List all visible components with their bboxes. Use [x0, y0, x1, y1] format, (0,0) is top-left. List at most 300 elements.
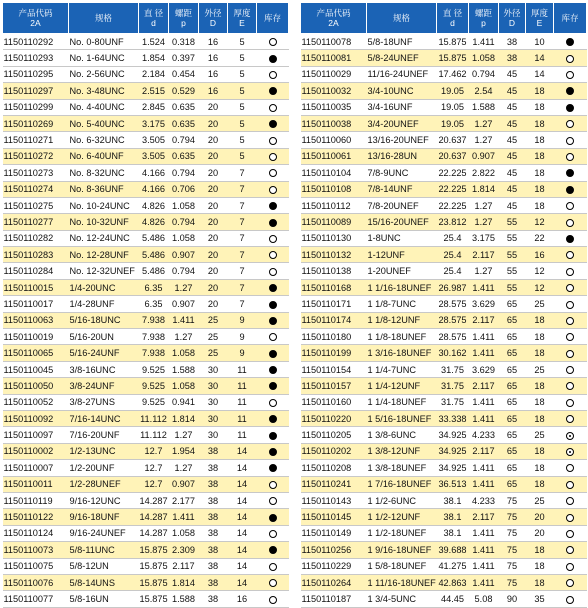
cell-stock [257, 361, 289, 377]
open-circle-icon [566, 71, 574, 79]
cell-thickness: 11 [228, 410, 257, 426]
cell-stock [257, 99, 289, 115]
cell-thickness: 18 [526, 181, 554, 197]
cell-product-code: 1150110264 [301, 574, 367, 590]
cell-diameter: 7.938 [139, 312, 169, 328]
open-circle-icon [566, 251, 574, 259]
cell-thickness: 35 [526, 591, 554, 607]
table-row [301, 66, 587, 82]
cell-thickness: 5 [228, 34, 257, 50]
cell-spec: No. 2-56UNC [69, 66, 139, 82]
cell-outer-diameter: 20 [199, 197, 228, 213]
cell-spec: 5/8-11UNC [69, 542, 139, 558]
cell-product-code: 1150110002 [3, 443, 69, 459]
open-circle-icon [269, 481, 277, 489]
cell-product-code: 1150110052 [3, 394, 69, 410]
cell-thickness: 18 [526, 165, 554, 181]
cell-pitch: 2.54 [469, 83, 499, 99]
table-row [301, 99, 587, 115]
cell-product-code: 1150110061 [301, 148, 367, 164]
col-product-code: 产品代码 2A [3, 3, 69, 34]
cell-product-code: 1150110076 [3, 574, 69, 590]
cell-spec: 5/8-14UNS [69, 574, 139, 590]
cell-stock [554, 509, 587, 525]
cell-stock [257, 312, 289, 328]
cell-product-code: 1150110065 [3, 345, 69, 361]
cell-diameter: 15.875 [139, 542, 169, 558]
cell-outer-diameter: 20 [199, 181, 228, 197]
cell-pitch: 1.058 [169, 197, 199, 213]
cell-thickness: 12 [526, 214, 554, 230]
cell-spec: No. 12-24UNC [69, 230, 139, 246]
cell-thickness: 14 [228, 443, 257, 459]
filled-circle-icon [269, 202, 277, 210]
cell-pitch: 0.794 [169, 165, 199, 181]
cell-pitch: 4.233 [469, 427, 499, 443]
cell-spec: 7/16-14UNC [69, 410, 139, 426]
cell-stock [554, 148, 587, 164]
cell-pitch: 1.954 [169, 443, 199, 459]
cell-product-code: 1150110160 [301, 394, 367, 410]
cell-product-code: 1150110081 [301, 50, 367, 66]
product-table-right [300, 2, 587, 608]
cell-stock [257, 542, 289, 558]
table-row [3, 410, 289, 426]
filled-circle-icon [566, 87, 574, 95]
cell-product-code: 1150110132 [301, 247, 367, 263]
cell-product-code: 1150110157 [301, 378, 367, 394]
cell-product-code: 1150110145 [301, 509, 367, 525]
cell-spec: 1 1/8-12UNF [367, 312, 437, 328]
cell-product-code: 1150110297 [3, 83, 69, 99]
cell-pitch: 1.411 [469, 34, 499, 50]
cell-thickness: 16 [228, 591, 257, 607]
cell-thickness: 5 [228, 148, 257, 164]
cell-pitch: 1.27 [469, 214, 499, 230]
cell-product-code: 1150110130 [301, 230, 367, 246]
cell-pitch: 0.907 [169, 296, 199, 312]
table-row [301, 345, 587, 361]
cell-thickness: 14 [228, 492, 257, 508]
cell-outer-diameter: 20 [199, 148, 228, 164]
table-row [301, 148, 587, 164]
cell-stock [257, 148, 289, 164]
table-row [3, 476, 289, 492]
cell-product-code: 1150110063 [3, 312, 69, 328]
cell-stock [257, 165, 289, 181]
open-circle-icon [269, 71, 277, 79]
cell-diameter: 3.505 [139, 148, 169, 164]
open-circle-icon [566, 415, 574, 423]
cell-outer-diameter: 65 [499, 394, 526, 410]
col-stock: 库存 [554, 3, 587, 34]
table-row [301, 132, 587, 148]
table-row [3, 279, 289, 295]
cell-stock [554, 378, 587, 394]
open-circle-icon [566, 530, 574, 538]
cell-outer-diameter: 75 [499, 574, 526, 590]
cell-diameter: 6.35 [139, 279, 169, 295]
cell-diameter: 2.845 [139, 99, 169, 115]
cell-spec: 1 3/16-18UNEF [367, 345, 437, 361]
cell-diameter: 20.637 [437, 148, 469, 164]
cell-spec: No. 8-36UNF [69, 181, 139, 197]
cell-product-code: 1150110124 [3, 525, 69, 541]
cell-thickness: 20 [526, 525, 554, 541]
cell-pitch: 1.27 [469, 132, 499, 148]
cell-spec: 5/8-18UNF [367, 34, 437, 50]
cell-outer-diameter: 25 [199, 345, 228, 361]
cell-thickness: 18 [526, 115, 554, 131]
cell-outer-diameter: 65 [499, 410, 526, 426]
cell-thickness: 7 [228, 263, 257, 279]
filled-circle-icon [269, 366, 277, 374]
cell-stock [554, 410, 587, 426]
cell-spec: 5/16-24UNF [69, 345, 139, 361]
cell-thickness: 18 [526, 460, 554, 476]
cell-product-code: 1150110174 [301, 312, 367, 328]
cell-diameter: 42.863 [437, 574, 469, 590]
cell-thickness: 9 [228, 312, 257, 328]
product-table-left [2, 2, 289, 608]
cell-diameter: 31.75 [437, 378, 469, 394]
filled-circle-icon [566, 235, 574, 243]
filled-circle-icon [269, 317, 277, 325]
filled-circle-icon [566, 186, 574, 194]
cell-diameter: 19.05 [437, 83, 469, 99]
cell-product-code: 1150110229 [301, 558, 367, 574]
cell-diameter: 12.7 [139, 443, 169, 459]
table-row [301, 165, 587, 181]
table-row [301, 591, 587, 607]
cell-spec: 1 1/8-7UNC [367, 296, 437, 312]
filled-circle-icon [269, 546, 277, 554]
cell-diameter: 34.925 [437, 427, 469, 443]
cell-thickness: 22 [526, 230, 554, 246]
cell-thickness: 25 [526, 296, 554, 312]
cell-spec: 1 1/2-6UNC [367, 492, 437, 508]
filled-circle-icon [566, 104, 574, 112]
cell-thickness: 5 [228, 50, 257, 66]
table-row [3, 181, 289, 197]
table-row [3, 574, 289, 590]
col-spec: 规格 [367, 3, 437, 34]
cell-outer-diameter: 45 [499, 148, 526, 164]
cell-product-code: 1150110138 [301, 263, 367, 279]
table-row [301, 181, 587, 197]
cell-thickness: 5 [228, 83, 257, 99]
cell-spec: 7/8-14UNF [367, 181, 437, 197]
cell-pitch: 0.907 [169, 476, 199, 492]
cell-pitch: 2.309 [169, 542, 199, 558]
cell-spec: 1 3/8-18UNEF [367, 460, 437, 476]
cell-spec: 3/8-27UNS [69, 394, 139, 410]
cell-diameter: 6.35 [139, 296, 169, 312]
cell-diameter: 12.7 [139, 460, 169, 476]
cell-thickness: 14 [228, 460, 257, 476]
cell-stock [257, 214, 289, 230]
cell-pitch: 0.635 [169, 115, 199, 131]
cell-diameter: 11.112 [139, 427, 169, 443]
cell-outer-diameter: 20 [199, 115, 228, 131]
cell-spec: 13/16-28UN [367, 148, 437, 164]
cell-stock [554, 165, 587, 181]
cell-spec: No. 5-40UNC [69, 115, 139, 131]
table-row [3, 34, 289, 50]
cell-outer-diameter: 38 [199, 591, 228, 607]
cell-outer-diameter: 45 [499, 66, 526, 82]
cell-stock [554, 443, 587, 459]
table-row [3, 230, 289, 246]
cell-spec: 7/8-20UNEF [367, 197, 437, 213]
cell-spec: 3/8-16UNC [69, 361, 139, 377]
cell-outer-diameter: 20 [199, 99, 228, 115]
cell-pitch: 2.177 [169, 492, 199, 508]
cell-spec: 1 5/16-18UNEF [367, 410, 437, 426]
cell-pitch: 3.175 [469, 230, 499, 246]
cell-pitch: 2.117 [469, 312, 499, 328]
cell-diameter: 14.287 [139, 492, 169, 508]
cell-diameter: 4.166 [139, 181, 169, 197]
cell-pitch: 0.397 [169, 50, 199, 66]
cell-spec: 3/8-24UNF [69, 378, 139, 394]
cell-thickness: 18 [526, 345, 554, 361]
cell-stock [554, 132, 587, 148]
cell-stock [257, 410, 289, 426]
cell-thickness: 18 [526, 197, 554, 213]
table-row [3, 247, 289, 263]
table-row [301, 296, 587, 312]
cell-stock [257, 329, 289, 345]
cell-spec: 1/4-28UNF [69, 296, 139, 312]
table-row [3, 525, 289, 541]
cell-outer-diameter: 38 [199, 574, 228, 590]
col-outer-diameter: 外径 D [199, 3, 228, 34]
cell-outer-diameter: 45 [499, 132, 526, 148]
filled-circle-icon [269, 382, 277, 390]
cell-stock [554, 427, 587, 443]
cell-outer-diameter: 75 [499, 509, 526, 525]
cell-stock [257, 181, 289, 197]
cell-outer-diameter: 38 [199, 542, 228, 558]
dotted-circle-icon [566, 432, 574, 440]
cell-diameter: 7.938 [139, 329, 169, 345]
cell-spec: 1-20UNEF [367, 263, 437, 279]
cell-pitch: 1.411 [169, 312, 199, 328]
cell-stock [554, 34, 587, 50]
cell-pitch: 1.27 [169, 279, 199, 295]
cell-pitch: 1.411 [469, 460, 499, 476]
col-stock: 库存 [257, 3, 289, 34]
cell-product-code: 1150110019 [3, 329, 69, 345]
cell-pitch: 1.588 [169, 591, 199, 607]
cell-thickness: 5 [228, 66, 257, 82]
cell-product-code: 1150110038 [301, 115, 367, 131]
cell-diameter: 9.525 [139, 394, 169, 410]
open-circle-icon [566, 399, 574, 407]
cell-diameter: 22.225 [437, 197, 469, 213]
cell-product-code: 1150110299 [3, 99, 69, 115]
cell-spec: No. 10-32UNF [69, 214, 139, 230]
table-row [3, 296, 289, 312]
cell-stock [257, 476, 289, 492]
cell-stock [554, 115, 587, 131]
open-circle-icon [566, 596, 574, 604]
cell-product-code: 1150110122 [3, 509, 69, 525]
cell-pitch: 1.411 [469, 574, 499, 590]
table-row [3, 378, 289, 394]
table-row [301, 525, 587, 541]
cell-pitch: 1.411 [469, 558, 499, 574]
filled-circle-icon [269, 284, 277, 292]
cell-stock [257, 394, 289, 410]
table-row [301, 115, 587, 131]
cell-pitch: 1.411 [469, 542, 499, 558]
cell-product-code: 1150110050 [3, 378, 69, 394]
cell-spec: 13/16-20UNEF [367, 132, 437, 148]
cell-stock [257, 378, 289, 394]
table-row [301, 50, 587, 66]
cell-thickness: 7 [228, 197, 257, 213]
cell-spec: 1 3/8-6UNC [367, 427, 437, 443]
cell-spec: 5/8-24UNEF [367, 50, 437, 66]
cell-diameter: 5.486 [139, 230, 169, 246]
cell-spec: No. 12-32UNEF [69, 263, 139, 279]
open-circle-icon [566, 382, 574, 390]
cell-product-code: 1150110274 [3, 181, 69, 197]
table-row [301, 509, 587, 525]
cell-stock [554, 345, 587, 361]
col-diameter: 直 径 d [139, 3, 169, 34]
cell-outer-diameter: 20 [199, 296, 228, 312]
cell-stock [554, 492, 587, 508]
cell-spec: 1 11/16-18UNEF [367, 574, 437, 590]
cell-product-code: 1150110007 [3, 460, 69, 476]
cell-spec: No. 6-40UNF [69, 148, 139, 164]
cell-spec: No. 8-32UNC [69, 165, 139, 181]
cell-pitch: 0.794 [169, 132, 199, 148]
table-row [3, 361, 289, 377]
table-row [301, 443, 587, 459]
table-row [301, 83, 587, 99]
cell-outer-diameter: 55 [499, 230, 526, 246]
table-row [3, 165, 289, 181]
cell-pitch: 0.454 [169, 66, 199, 82]
table-row [3, 345, 289, 361]
open-circle-icon [269, 186, 277, 194]
table-row [3, 509, 289, 525]
cell-product-code: 1150110097 [3, 427, 69, 443]
cell-pitch: 3.629 [469, 296, 499, 312]
cell-thickness: 18 [526, 558, 554, 574]
cell-stock [257, 460, 289, 476]
cell-outer-diameter: 25 [199, 312, 228, 328]
cell-outer-diameter: 30 [199, 378, 228, 394]
table-row [301, 279, 587, 295]
cell-diameter: 23.812 [437, 214, 469, 230]
cell-stock [257, 345, 289, 361]
cell-stock [257, 115, 289, 131]
cell-spec: 1 1/4-7UNC [367, 361, 437, 377]
table-row [3, 312, 289, 328]
cell-pitch: 0.318 [169, 34, 199, 50]
cell-spec: No. 10-24UNC [69, 197, 139, 213]
cell-product-code: 1150110275 [3, 197, 69, 213]
cell-product-code: 1150110060 [301, 132, 367, 148]
cell-pitch: 2.822 [469, 165, 499, 181]
cell-diameter: 30.162 [437, 345, 469, 361]
open-circle-icon [269, 38, 277, 46]
col-pitch: 螺距 p [469, 3, 499, 34]
table-row [3, 558, 289, 574]
cell-product-code: 1150110208 [301, 460, 367, 476]
cell-thickness: 5 [228, 132, 257, 148]
cell-diameter: 31.75 [437, 394, 469, 410]
cell-outer-diameter: 65 [499, 361, 526, 377]
cell-thickness: 7 [228, 247, 257, 263]
cell-spec: 1 9/16-18UNEF [367, 542, 437, 558]
cell-outer-diameter: 16 [199, 50, 228, 66]
filled-circle-icon [269, 464, 277, 472]
cell-stock [554, 296, 587, 312]
filled-circle-icon [269, 415, 277, 423]
cell-diameter: 15.875 [437, 34, 469, 50]
cell-diameter: 38.1 [437, 492, 469, 508]
cell-pitch: 0.635 [169, 99, 199, 115]
open-circle-icon [269, 596, 277, 604]
cell-diameter: 15.875 [139, 574, 169, 590]
cell-diameter: 34.925 [437, 443, 469, 459]
cell-outer-diameter: 55 [499, 263, 526, 279]
open-circle-icon [269, 530, 277, 538]
cell-diameter: 7.938 [139, 345, 169, 361]
cell-outer-diameter: 45 [499, 165, 526, 181]
cell-pitch: 1.814 [169, 574, 199, 590]
cell-thickness: 14 [228, 574, 257, 590]
cell-outer-diameter: 38 [199, 525, 228, 541]
cell-outer-diameter: 65 [499, 312, 526, 328]
cell-stock [554, 361, 587, 377]
cell-product-code: 1150110075 [3, 558, 69, 574]
filled-circle-icon [269, 350, 277, 358]
cell-spec: 5/8-16UN [69, 591, 139, 607]
cell-spec: 3/4-20UNEF [367, 115, 437, 131]
cell-stock [257, 66, 289, 82]
cell-stock [554, 591, 587, 607]
cell-thickness: 7 [228, 230, 257, 246]
cell-diameter: 38.1 [437, 509, 469, 525]
cell-pitch: 2.117 [169, 558, 199, 574]
cell-diameter: 3.175 [139, 115, 169, 131]
cell-diameter: 4.826 [139, 197, 169, 213]
cell-stock [257, 197, 289, 213]
cell-pitch: 2.117 [469, 443, 499, 459]
table-row [3, 99, 289, 115]
cell-spec: 15/16-20UNEF [367, 214, 437, 230]
cell-pitch: 0.907 [469, 148, 499, 164]
table-row [3, 115, 289, 131]
cell-pitch: 1.058 [469, 50, 499, 66]
cell-product-code: 1150110108 [301, 181, 367, 197]
open-circle-icon [269, 563, 277, 571]
table-row [3, 197, 289, 213]
cell-diameter: 19.05 [437, 99, 469, 115]
cell-product-code: 1150110168 [301, 279, 367, 295]
table-row [301, 410, 587, 426]
cell-spec: 1-12UNF [367, 247, 437, 263]
cell-diameter: 28.575 [437, 296, 469, 312]
cell-product-code: 1150110283 [3, 247, 69, 263]
